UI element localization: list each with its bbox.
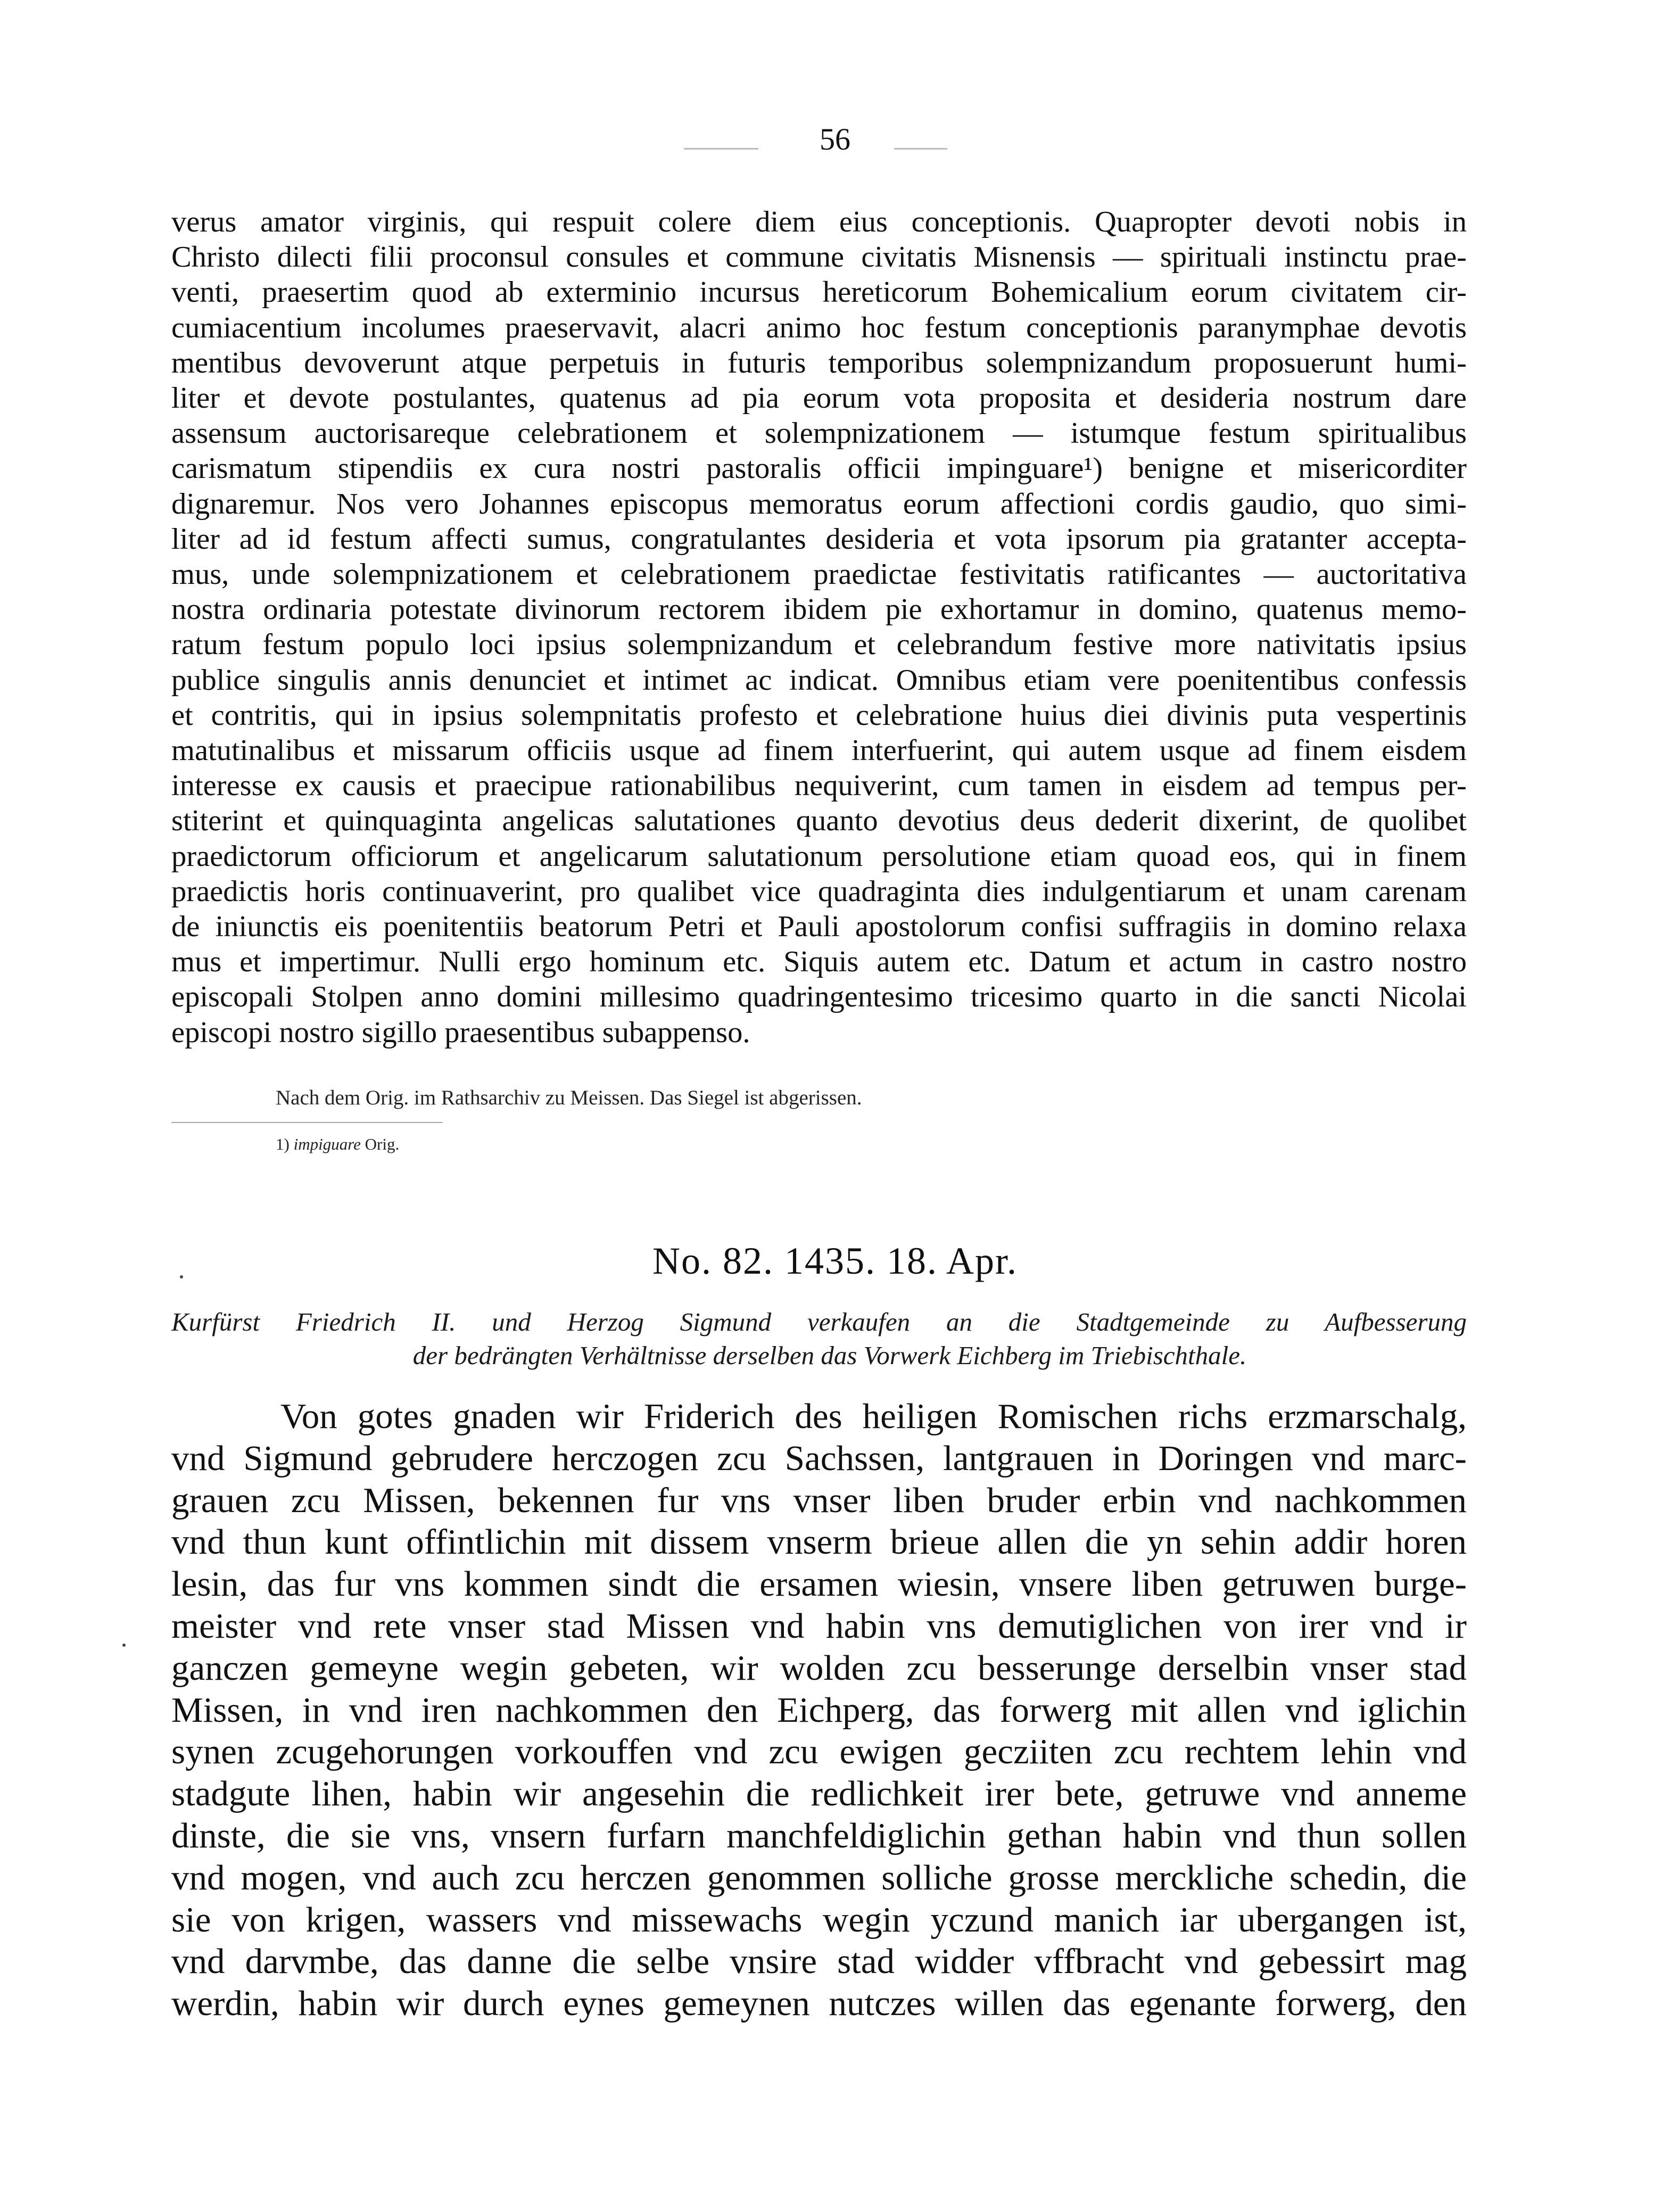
text-line: verus amator virginis, qui respuit colere diem eius conceptionis. Quapropter devoti nobis in <box>171 205 1467 238</box>
regest-line: Kurfürst Friedrich II. und Herzog Sigmund verkaufen an die Stadtgemeinde zu Aufbesserung <box>171 1307 1467 1336</box>
text-line: lesin, das fur vns kommen sindt die ersamen wiesin, vnsere liben getruwen burge- <box>171 1564 1467 1604</box>
regest-line: der bedrängten Verhältnisse derselben das Vorwerk Eichberg im Triebischthale. <box>412 1341 1247 1370</box>
footnote-marker: 1) <box>276 1135 290 1153</box>
text-line: grauen zcu Missen, bekennen fur vns vnser liben bruder erbin vnd nachkommen <box>171 1480 1467 1520</box>
text-line: Von gotes gnaden wir Friderich des heiligen Romischen richs erzmarschalg, <box>280 1397 1467 1436</box>
text-line: dinste, die sie vns, vnsern furfarn manchfeldiglichin gethan habin vnd thun sollen <box>171 1815 1467 1855</box>
text-line: de iniunctis eis poenitentiis beatorum Petri et Pauli apostolorum confisi suffragiis in domino relaxa <box>171 910 1467 944</box>
text-line: Missen, in vnd iren nachkommen den Eichperg, das forwerg mit allen vnd iglichin <box>171 1690 1467 1730</box>
text-line: stiterint et quinquaginta angelicas salutationes quanto devotius deus dederit dixerint, de quolibet <box>171 804 1467 838</box>
text-line: et contritis, qui in ipsius solempnitatis profesto et celebratione huius diei divinis puta vespertinis <box>171 698 1467 732</box>
text-line: dignaremur. Nos vero Johannes episcopus memoratus eorum affectioni cordis gaudio, quo simi- <box>171 487 1467 521</box>
text-line: liter et devote postulantes, quatenus ad pia eorum vota proposita et desideria nostrum dare <box>171 382 1467 415</box>
text-line: meister vnd rete vnser stad Missen vnd habin vns demutiglichen von irer vnd ir <box>171 1606 1467 1646</box>
text-line: episcopali Stolpen anno domini millesimo quadringentesimo tricesimo quarto in die sancti Nicolai <box>171 980 1467 1014</box>
text-line: nostra ordinaria potestate divinorum rectorem ibidem pie exhortamur in domino, quatenus memo- <box>171 593 1467 626</box>
text-line: liter ad id festum affecti sumus, congratulantes desideria et vota ipsorum pia gratanter accepta- <box>171 522 1467 556</box>
footnote <box>276 1135 399 1154</box>
text-line: publice singulis annis denunciet et intimet ac indicat. Omnibus etiam vere poenitentibus confessis <box>171 663 1467 697</box>
text-line: werdin, habin wir durch eynes gemeynen nutczes willen das egenante forwerg, den <box>171 1984 1467 2024</box>
text-line: venti, praesertim quod ab exterminio incursus hereticorum Bohemicalium eorum civitatem cir- <box>171 276 1467 309</box>
text-line: vnd Sigmund gebrudere herczogen zcu Sachssen, lantgrauen in Doringen vnd marc- <box>171 1438 1467 1478</box>
text-line: vnd thun kunt offintlichin mit dissem vnserm brieue allen die yn sehin addir horen <box>171 1522 1467 1562</box>
text-line: matutinalibus et missarum officiis usque ad finem interfuerint, qui autem usque ad finem eisdem <box>171 734 1467 767</box>
regest-summary <box>171 1305 1467 1372</box>
text-line: cumiacentium incolumes praeservavit, alacri animo hoc festum conceptionis paranymphae devotis <box>171 311 1467 344</box>
text-line: vnd darvmbe, das danne die selbe vnsire stad widder vffbracht vnd gebessirt mag <box>171 1942 1467 1982</box>
text-line: assensum auctorisareque celebrationem et solempnizationem — istumque festum spiritualibus <box>171 417 1467 450</box>
text-line: stadgute lihen, habin wir angesehin die redlichkeit irer bete, getruwe vnd anneme <box>171 1774 1467 1814</box>
footnote-suffix: Orig. <box>365 1135 400 1153</box>
text-line: Christo dilecti filii proconsul consules et commune civitatis Misnensis — spirituali instinctu prae- <box>171 241 1467 274</box>
text-line: sie von krigen, wassers vnd missewachs wegin yczund manich iar ubergangen ist, <box>171 1900 1467 1939</box>
text-line: carismatum stipendiis ex cura nostri pastoralis officii impinguare¹) benigne et misericorditer <box>171 452 1467 485</box>
text-line: ganczen gemeyne wegin gebeten, wir wolden zcu besserunge derselbin vnser stad <box>171 1648 1467 1688</box>
text-line: ratum festum populo loci ipsius solempnizandum et celebrandum festive more nativitatis ipsius <box>171 628 1467 662</box>
text-line: praedictis horis continuaverint, pro qualibet vice quadraginta dies indulgentiarum et unam carenam <box>171 874 1467 908</box>
page-number: 56 <box>820 122 850 156</box>
text-line: interesse ex causis et praecipue rationabilibus nequiverint, cum tamen in eisdem ad tempus per- <box>171 769 1467 803</box>
latin-charter-text <box>171 204 1467 1050</box>
text-line: episcopi nostro sigillo praesentibus subappenso. <box>171 1016 750 1049</box>
margin-speck <box>122 1644 126 1647</box>
text-line: synen zcugehorungen vorkouffen vnd zcu ewigen gecziiten zcu rechtem lehin vnd <box>171 1732 1467 1772</box>
text-line: praedictorum officiorum et angelicarum salutationum persolutione etiam quoad eos, qui in finem <box>171 839 1467 873</box>
text-line: mus, unde solempnizationem et celebrationem praedictae festivitatis ratificantes — auctoritativa <box>171 558 1467 591</box>
footnote-text: impiguare <box>293 1135 361 1153</box>
text-line: vnd mogen, vnd auch zcu herczen genommen solliche grosse merckliche schedin, die <box>171 1858 1467 1897</box>
german-charter-text <box>171 1396 1467 2025</box>
source-note: Nach dem Orig. im Rathsarchiv zu Meissen. Das Siegel ist abgerissen. <box>276 1086 862 1109</box>
text-line: mus et impertimur. Nulli ergo hominum etc. Siquis autem etc. Datum et actum in castro nostro <box>171 945 1467 979</box>
document-heading: No. 82. 1435. 18. Apr. <box>652 1240 1018 1282</box>
text-line: mentibus devoverunt atque perpetuis in futuris temporibus solempnizandum proposuerunt humi- <box>171 346 1467 379</box>
footnote-rule <box>171 1122 443 1123</box>
header-dash-right <box>894 148 947 150</box>
